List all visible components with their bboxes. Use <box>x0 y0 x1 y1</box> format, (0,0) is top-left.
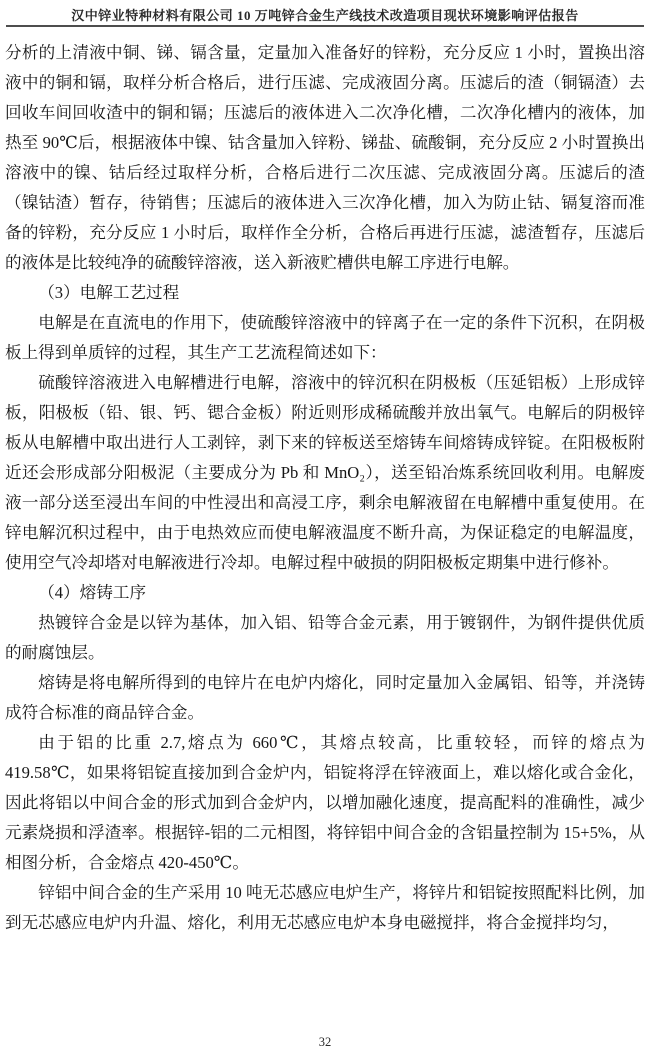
paragraph: （4）熔铸工序 <box>38 583 147 602</box>
paragraph: 由于铝的比重 2.7,熔点为 660℃，其熔点较高，比重较轻，而锌的熔点为 419.58℃，如果将铝锭直接加到合金炉内，铝锭将浮在锌液面上，难以熔化或合金化，因此将铝以中间合金的形式加到合金炉内，以增加融化速度，提高配料的准确性，减少元素烧损和浮渣率。根据锌-铝的二元相图，将锌铝中间合金的含铝量控制为 15+5%，从相图分析，合金熔点 420-450℃。 <box>5 733 645 872</box>
paragraph: 熔铸是将电解所得到的电锌片在电炉内熔化，同时定量加入金属铝、铅等，并浇铸成符合标准的商品锌合金。 <box>5 673 645 722</box>
paragraph: 锌铝中间合金的生产采用 10 吨无芯感应电炉生产，将锌片和铝锭按照配料比例，加到无芯感应电炉内升温、熔化，利用无芯感应电炉本身电磁搅拌，将合金搅拌均匀， <box>5 883 645 932</box>
paragraph: 分析的上清液中铜、锑、镉含量，定量加入准备好的锌粉，充分反应 1 小时，置换出溶液中的铜和镉，取样分析合格后，进行压滤、完成液固分离。压滤后的渣（铜镉渣）去回收车间回收渣中的铜和镉；压滤后的液体进入二次净化槽，二次净化槽内的液体，加热至 90℃后，根据液体中镍、钴含量加入锌粉、锑盐、硫酸铜，充分反应 2 小时置换出溶液中的镍、钴后经过取样分析，合格后进行二次压滤、完成液固分离。压滤后的渣（镍钴渣）暂存，待销售；压滤后的液体进入三次净化槽，加入为防止钴、镉复溶而准备的锌粉，充分反应 1 小时后，取样作全分析，合格后再进行压滤，滤渣暂存，压滤后的液体是比较纯净的硫酸锌溶液，送入新液贮槽供电解工序进行电解。 <box>5 43 645 272</box>
paragraph: （3）电解工艺过程 <box>38 283 180 302</box>
paragraph: 硫酸锌溶液进入电解槽进行电解，溶液中的锌沉积在阴极板（压延铝板）上形成锌板，阳极板（铅、银、钙、锶合金板）附近则形成稀硫酸并放出氧气。电解后的阴极锌板从电解槽中取出进行人工剥锌，剥下来的锌板送至熔铸车间熔铸成锌锭。在阳极板附近还会形成部分阳极泥（主要成分为 Pb 和 MnO₂），送至铅冶炼系统回收利用。电解废液一部分送至浸出车间的中性浸出和高浸工序，剩余电解液留在电解槽中重复使用。在锌电解沉积过程中，由于电热效应而使电解液温度不断升高，为保证稳定的电解温度，使用空气冷却塔对电解液进行冷却。电解过程中破损的阴阳极板定期集中进行修补。 <box>5 373 645 572</box>
document-body <box>5 38 645 938</box>
paragraph: 热镀锌合金是以锌为基体，加入铝、铅等合金元素，用于镀钢件，为钢件提供优质的耐腐蚀层。 <box>5 613 645 662</box>
paragraph: 电解是在直流电的作用下，使硫酸锌溶液中的锌离子在一定的条件下沉积，在阴极板上得到单质锌的过程，其生产工艺流程简述如下： <box>5 313 645 362</box>
page-number: 32 <box>318 1035 332 1049</box>
header-rule <box>6 25 644 27</box>
page-header-title: 汉中锌业特种材料有限公司 10 万吨锌合金生产线技术改造项目现状环境影响评估报告 <box>71 8 579 23</box>
